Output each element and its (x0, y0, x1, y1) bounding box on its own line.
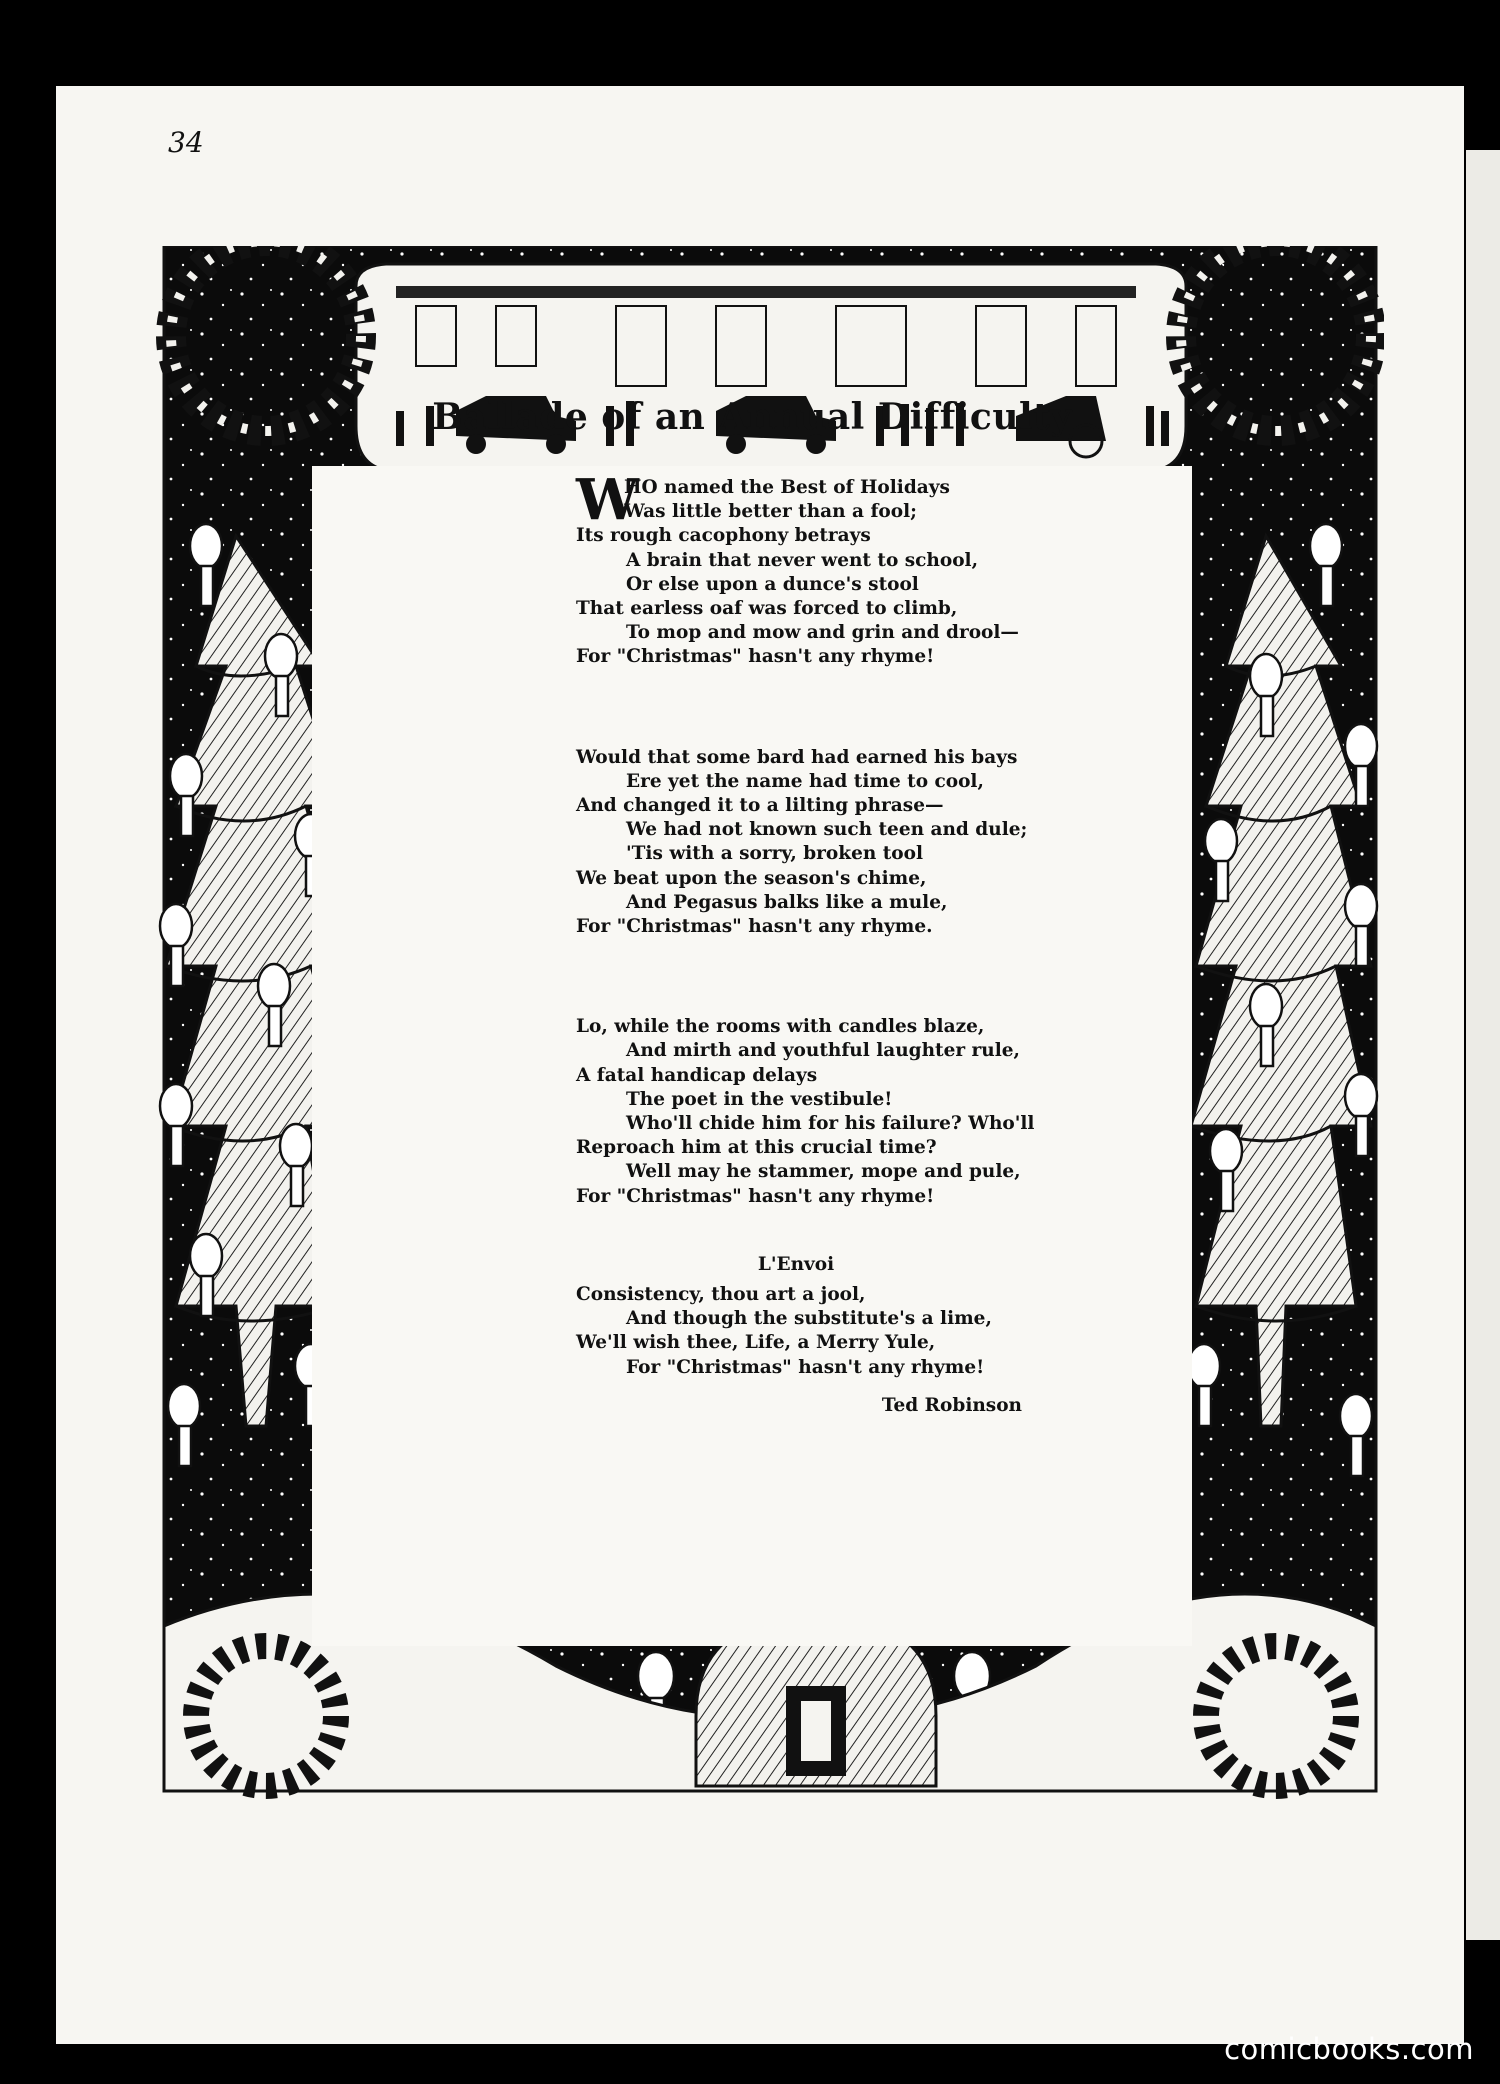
envoi-title: L'Envoi (757, 1253, 835, 1275)
poem-body (576, 467, 1136, 1418)
source-watermark: comicbooks.com (1224, 2032, 1474, 2066)
poem-line: Ere yet the name had time to cool, (626, 770, 984, 792)
poem-line: For "Christmas" hasn't any rhyme. (576, 916, 933, 938)
envoi (576, 1253, 1136, 1380)
poem-title: Ballade of an Annual Difficulty (432, 396, 1072, 438)
poem-author: Ted Robinson (881, 1394, 1022, 1416)
poem-line: That earless oaf was forced to climb, (576, 598, 958, 620)
poem-line: And mirth and youthful laughter rule, (626, 1040, 1020, 1062)
poem-line: For "Christmas" hasn't any rhyme! (626, 1356, 985, 1378)
poem-line: We beat upon the season's chime, (576, 867, 927, 889)
poem-line: Consistency, thou art a jool, (576, 1284, 866, 1306)
poem-line: To mop and mow and grin and drool— (626, 622, 1019, 644)
stanza-1 (576, 467, 1136, 670)
poem-line: Its rough cacophony betrays (576, 525, 871, 547)
poem-line: For "Christmas" hasn't any rhyme! (576, 646, 935, 668)
drop-cap: W (576, 467, 639, 533)
poem-line: 'Tis with a sorry, broken tool (626, 843, 923, 865)
poem-line: And Pegasus balks like a mule, (626, 891, 948, 913)
poem-line: For "Christmas" hasn't any rhyme! (576, 1185, 935, 1207)
poem-line: And changed it to a lilting phrase— (576, 795, 944, 817)
poem-line: Reproach him at this crucial time? (576, 1137, 937, 1159)
poem-line: Who'll chide him for his failure? Who'll (626, 1113, 1035, 1135)
poem-line: Was little better than a fool; (624, 501, 917, 523)
stanza-2 (576, 746, 1136, 940)
adjacent-page-edge (1466, 150, 1500, 1940)
poem-line: A fatal handicap delays (576, 1064, 818, 1086)
poem-line: The poet in the vestibule! (626, 1088, 893, 1110)
poem-line: Well may he stammer, mope and pule, (626, 1161, 1021, 1183)
poem-line: A brain that never went to school, (626, 549, 979, 571)
page-number: 34 (168, 126, 204, 159)
poem-line: HO named the Best of Holidays (624, 477, 950, 498)
poem-line: Lo, while the rooms with candles blaze, (576, 1016, 985, 1038)
poem-line: And though the substitute's a lime, (626, 1308, 992, 1330)
magazine-page (56, 86, 1464, 2044)
poem-line: Or else upon a dunce's stool (626, 573, 919, 595)
poem-line: We'll wish thee, Life, a Merry Yule, (576, 1332, 936, 1354)
poem-line: Would that some bard had earned his bays (576, 746, 1018, 768)
stanza-3 (576, 1015, 1136, 1209)
poem (312, 396, 1192, 1646)
poem-line: We had not known such teen and dule; (626, 819, 1028, 841)
